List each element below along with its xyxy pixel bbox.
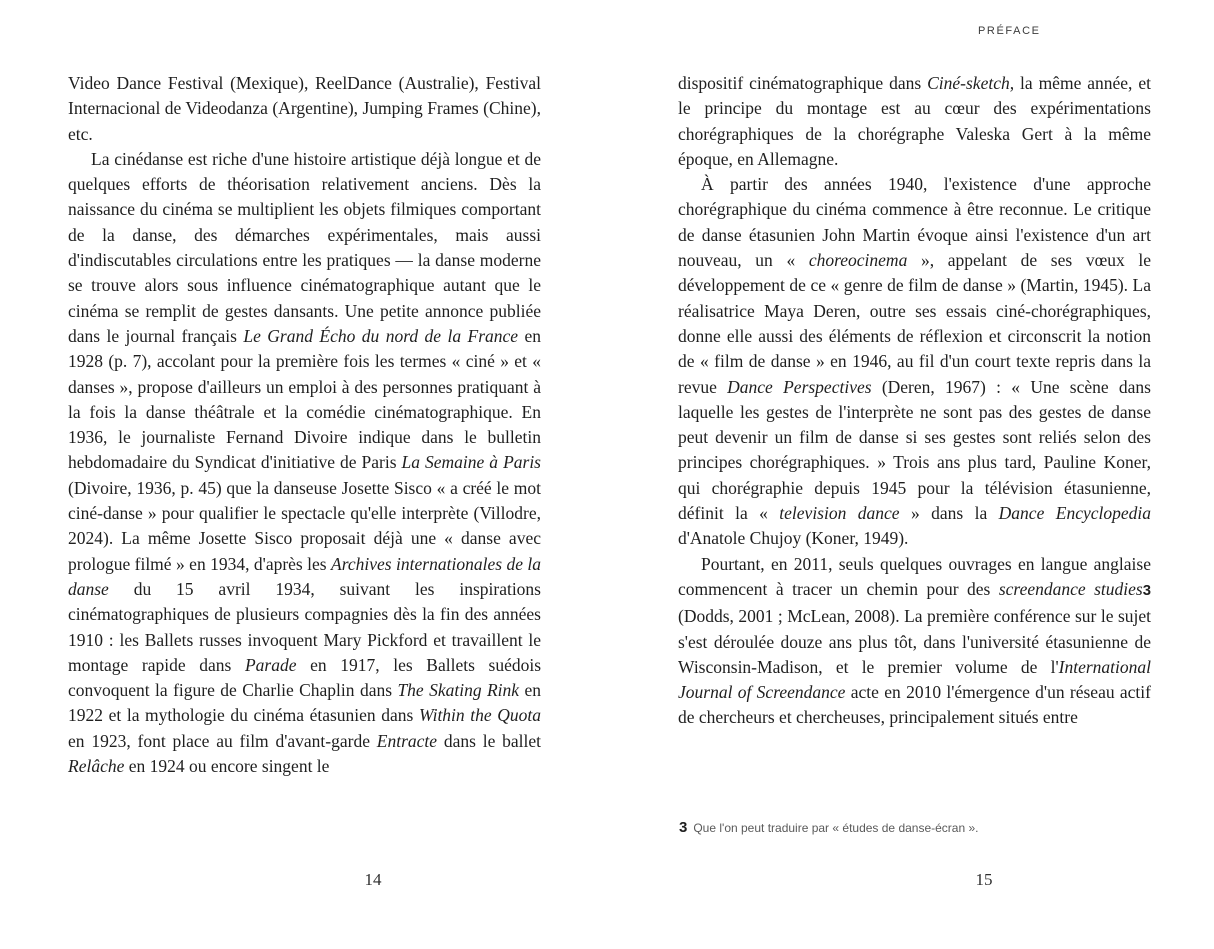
text-run: Pourtant, en 2011, seuls quelques ouvrages en langue anglaise commencent à tracer un chemin pour des xyxy=(678,553,1151,599)
text-run: la même année, et le principe du montage est au cœur des expérimentations chorégraphiques de la chorégraphe Valeska Gert à la même époque, en Allemagne. xyxy=(678,73,1151,169)
text-run: (Deren, 1967) : « Une scène dans laquelle les gestes de l'interprète ne sont pas des gestes de danse peut devenir un film de danse si ses gestes sont reliés selon des principes chorégraphiques. » Trois ans plus tard, Pauline Koner, qui chorégraphie depuis 1945 pour la télévision étasunienne, définit la « xyxy=(678,376,1151,524)
text-run: The Skating Rink xyxy=(397,680,520,701)
footnote-text: Que l'on peut traduire par « études de danse-écran ». xyxy=(693,821,979,835)
text-run: Archives internationales de la danse xyxy=(68,553,542,599)
text-run: » dans la xyxy=(899,503,999,524)
text-run: Relâche xyxy=(68,756,125,777)
text-run: (Divoire, 1936, p. 45) que la danseuse Josette Sisco « a créé le mot ciné-danse » pour qualifier le spectacle qu'elle interprète (Villodre, 2024). La même Josette Sisco proposait déjà une « danse avec prologue filmé » en 1934, d'après les xyxy=(68,477,541,574)
text-run: dispositif cinématographique dans xyxy=(678,73,928,93)
text-run: en 1922 et la mythologie du cinéma étasunien dans xyxy=(68,680,541,726)
text-run: », appelant de ses vœux le développement de ce « genre de film de danse » (Martin, 1945). La réalisatrice Maya Deren, outre ses essais ciné-chorégraphiques, donne elle aussi des éléments de réflexion et circonscrit la notion de « film de danse » en 1946, au fil d'un court texte repris dans la revue xyxy=(678,250,1151,397)
text-run: Ciné-sketch, xyxy=(927,73,1015,93)
paragraph xyxy=(68,147,541,779)
text-run: (Dodds, 2001 ; McLean, 2008). La première conférence sur le sujet s'est déroulée douze ans plus tôt, dans l'université étasunienne de Wisconsin-Madison, et le premier volume de l' xyxy=(678,606,1151,677)
text-run: Le Grand Écho du nord de la France xyxy=(243,325,519,346)
running-head: PRÉFACE xyxy=(978,25,1041,37)
text-run: d'Anatole Chujoy (Koner, 1949). xyxy=(678,528,909,549)
page-number-right: 15 xyxy=(975,870,993,889)
footnote-reference: 3 xyxy=(1142,582,1152,599)
text-run: Within the Quota xyxy=(418,705,541,726)
page-number-left: 14 xyxy=(364,870,382,889)
text-run: en 1924 ou encore singent le xyxy=(124,756,330,777)
text-run: screendance studies xyxy=(998,578,1143,599)
paragraph xyxy=(678,552,1151,731)
text-run: Dance Perspectives xyxy=(727,376,872,397)
text-run: La cinédanse est riche d'une histoire artistique déjà longue et de quelques efforts de théorisation relativement anciens. Dès la naissance du cinéma se multiplient les objets filmiques comportant de la danse, des démarches expérimentales, mais aussi d'indiscutables circulations entre les pratiques — la danse moderne se trouve alors sous influence cinématographique autant que le cinéma se remplit de gestes dansants. Une petite annonce publiée dans le journal français xyxy=(68,148,541,346)
text-run: television dance xyxy=(779,503,900,524)
text-run: La Semaine à Paris xyxy=(401,452,541,473)
paragraph xyxy=(678,172,1151,551)
text-run: À partir des années 1940, l'existence d'une approche chorégraphique du cinéma commence à être reconnue. Le critique de danse étasunien John Martin évoque ainsi l'existence d'un art nouveau, un « xyxy=(678,174,1151,271)
text-run: en 1928 (p. 7), accolant pour la première fois les termes « ciné » et « danses », propose d'ailleurs un emploi à des personnes pratiquant à la fois la danse théâtrale et la comédie cinématographique. En 1936, le journaliste Fernand Divoire indique dans le bulletin hebdomadaire du Syndicat d'initiative de Paris xyxy=(68,325,542,473)
page-14-text-column xyxy=(68,71,541,779)
text-run: Entracte xyxy=(376,730,438,751)
paragraph xyxy=(68,71,541,147)
text-run: choreocinema xyxy=(808,250,908,271)
page-15-text-column xyxy=(678,71,1151,731)
text-run: Dance Encyclopedia xyxy=(998,503,1151,524)
text-run: en 1923, font place au film d'avant-garde xyxy=(68,730,377,751)
text-run: en 1917, les Ballets suédois convoquent la figure de Charlie Chaplin dans xyxy=(68,654,542,701)
text-run: du 15 avril 1934, suivant les inspirations cinématographiques de plusieurs compagnies dès la fin des années 1910 : les Ballets russes invoquent Mary Pickford et travaillent le montage rapide dans xyxy=(68,578,541,675)
text-run: dans le ballet xyxy=(437,730,542,751)
text-run: acte en 2010 l'émergence d'un réseau actif de chercheurs et chercheuses, principalement situés entre xyxy=(678,682,1151,728)
text-run: Parade xyxy=(244,654,297,675)
text-run: International Journal of Screendance xyxy=(678,656,1151,703)
text-run: Video Dance Festival (Mexique), ReelDance (Australie), Festival Internacional de Videodanza (Argentine), Jumping Frames (Chine), etc. xyxy=(68,73,541,144)
footnote-marker: 3 xyxy=(679,819,688,836)
paragraph xyxy=(678,71,1151,172)
footnote xyxy=(679,820,1152,836)
